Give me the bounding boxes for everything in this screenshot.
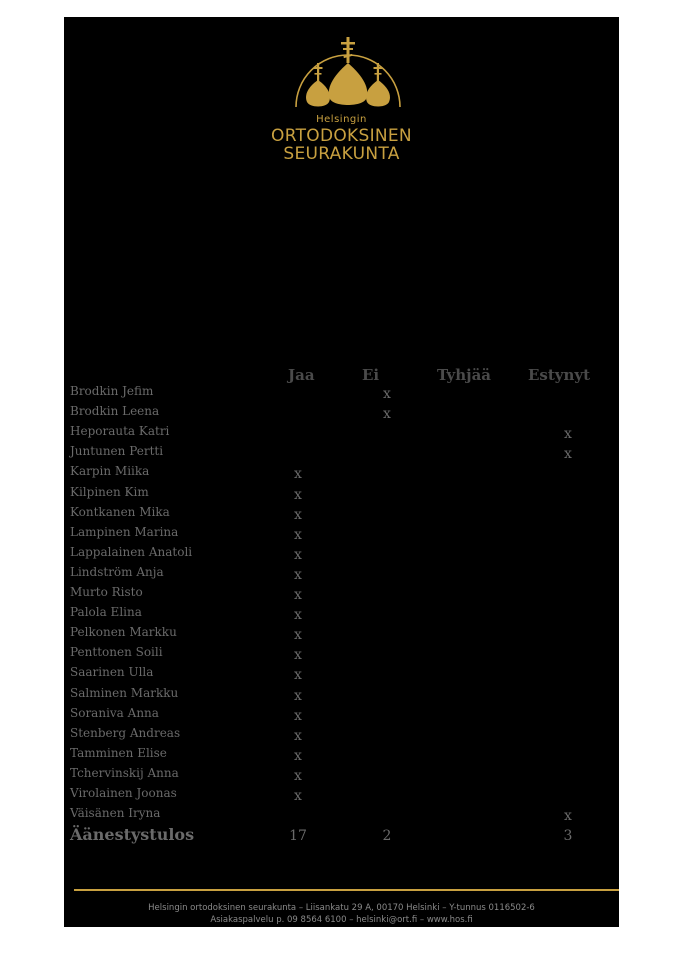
vote-row xyxy=(70,746,610,766)
vote-row xyxy=(70,424,610,444)
vote-mark: x xyxy=(294,526,302,543)
member-name: Heporauta Katri xyxy=(70,424,170,439)
vote-row xyxy=(70,786,610,806)
totals-label: Äänestystulos xyxy=(70,825,195,844)
vote-row xyxy=(70,505,610,525)
member-name: Virolainen Joonas xyxy=(70,786,177,800)
member-name: Saarinen Ulla xyxy=(70,665,154,680)
member-name: Pelkonen Markku xyxy=(70,625,177,640)
vote-mark: x xyxy=(564,426,572,443)
vote-mark: x xyxy=(294,747,302,764)
vote-mark: x xyxy=(294,607,302,624)
vote-row xyxy=(70,404,610,424)
org-name-line2: ORTODOKSINEN xyxy=(271,126,412,146)
total-estynyt: 3 xyxy=(563,828,573,844)
vote-mark: x xyxy=(294,566,302,583)
vote-mark: x xyxy=(294,466,302,483)
member-name: Juntunen Pertti xyxy=(70,444,164,459)
vote-mark: x xyxy=(294,767,302,784)
member-name: Kontkanen Mika xyxy=(70,504,170,519)
column-header-tyhjaa: Tyhjää xyxy=(437,366,492,384)
vote-mark: x xyxy=(294,707,302,724)
member-name: Tamminen Elise xyxy=(70,745,167,760)
org-name-line3: SEURAKUNTA xyxy=(283,144,400,164)
vote-row xyxy=(70,766,610,786)
vote-mark: x xyxy=(294,667,302,684)
vote-row xyxy=(70,645,610,665)
total-jaa: 17 xyxy=(289,828,307,844)
total-ei: 2 xyxy=(382,828,392,844)
member-name: Soraniva Anna xyxy=(70,705,159,720)
vote-mark: x xyxy=(294,687,302,704)
vote-row xyxy=(70,444,610,464)
member-name: Lappalainen Anatoli xyxy=(70,544,193,559)
member-name: Palola Elina xyxy=(70,605,142,620)
vote-mark: x xyxy=(564,446,572,463)
vote-mark: x xyxy=(294,546,302,563)
footer-divider xyxy=(74,889,619,891)
member-name: Murto Risto xyxy=(70,585,143,599)
vote-row xyxy=(70,545,610,565)
vote-mark: x xyxy=(294,788,302,804)
vote-mark: x xyxy=(564,808,572,825)
vote-row xyxy=(70,686,610,706)
member-name: Lampinen Marina xyxy=(70,524,179,539)
vote-row xyxy=(70,706,610,726)
member-name: Lindström Anja xyxy=(70,564,164,579)
vote-mark: x xyxy=(294,727,302,744)
vote-mark: x xyxy=(294,486,302,503)
column-header-jaa: Jaa xyxy=(288,366,315,384)
org-name-line1: Helsingin xyxy=(316,114,367,125)
vote-row xyxy=(70,605,610,625)
member-name: Kilpinen Kim xyxy=(70,484,149,499)
column-header-ei: Ei xyxy=(362,366,380,384)
vote-row xyxy=(70,525,610,545)
vote-row xyxy=(70,625,610,645)
vote-totals-row xyxy=(70,825,610,849)
vote-mark: x xyxy=(383,406,391,423)
vote-mark: x xyxy=(294,587,302,603)
vote-row xyxy=(70,585,610,605)
document-page xyxy=(64,17,619,927)
member-name: Penttonen Soili xyxy=(70,645,163,660)
member-name: Tchervinskij Anna xyxy=(70,765,179,780)
vote-row xyxy=(70,726,610,746)
vote-mark: x xyxy=(383,386,391,402)
member-name: Brodkin Jefim xyxy=(70,384,154,398)
member-name: Brodkin Leena xyxy=(70,404,160,419)
vote-mark: x xyxy=(294,506,302,523)
footer-contact: Asiakaspalvelu p. 09 8564 6100 – helsinki@ort.fi – www.hos.fi xyxy=(210,915,473,925)
column-header-estynyt: Estynyt xyxy=(528,366,591,384)
vote-row xyxy=(70,665,610,685)
vote-row xyxy=(70,565,610,585)
vote-mark: x xyxy=(294,647,302,664)
member-name: Väisänen Iryna xyxy=(70,806,161,821)
member-name: Karpin Miika xyxy=(70,464,150,479)
vote-row xyxy=(70,806,610,826)
vote-row xyxy=(70,384,610,404)
vote-row xyxy=(70,464,610,484)
footer-address: Helsingin ortodoksinen seurakunta – Liisankatu 29 A, 00170 Helsinki – Y-tunnus 0116502-6 xyxy=(148,903,535,913)
member-name: Salminen Markku xyxy=(70,685,179,700)
vote-row xyxy=(70,485,610,505)
vote-mark: x xyxy=(294,627,302,644)
member-name: Stenberg Andreas xyxy=(70,725,181,740)
